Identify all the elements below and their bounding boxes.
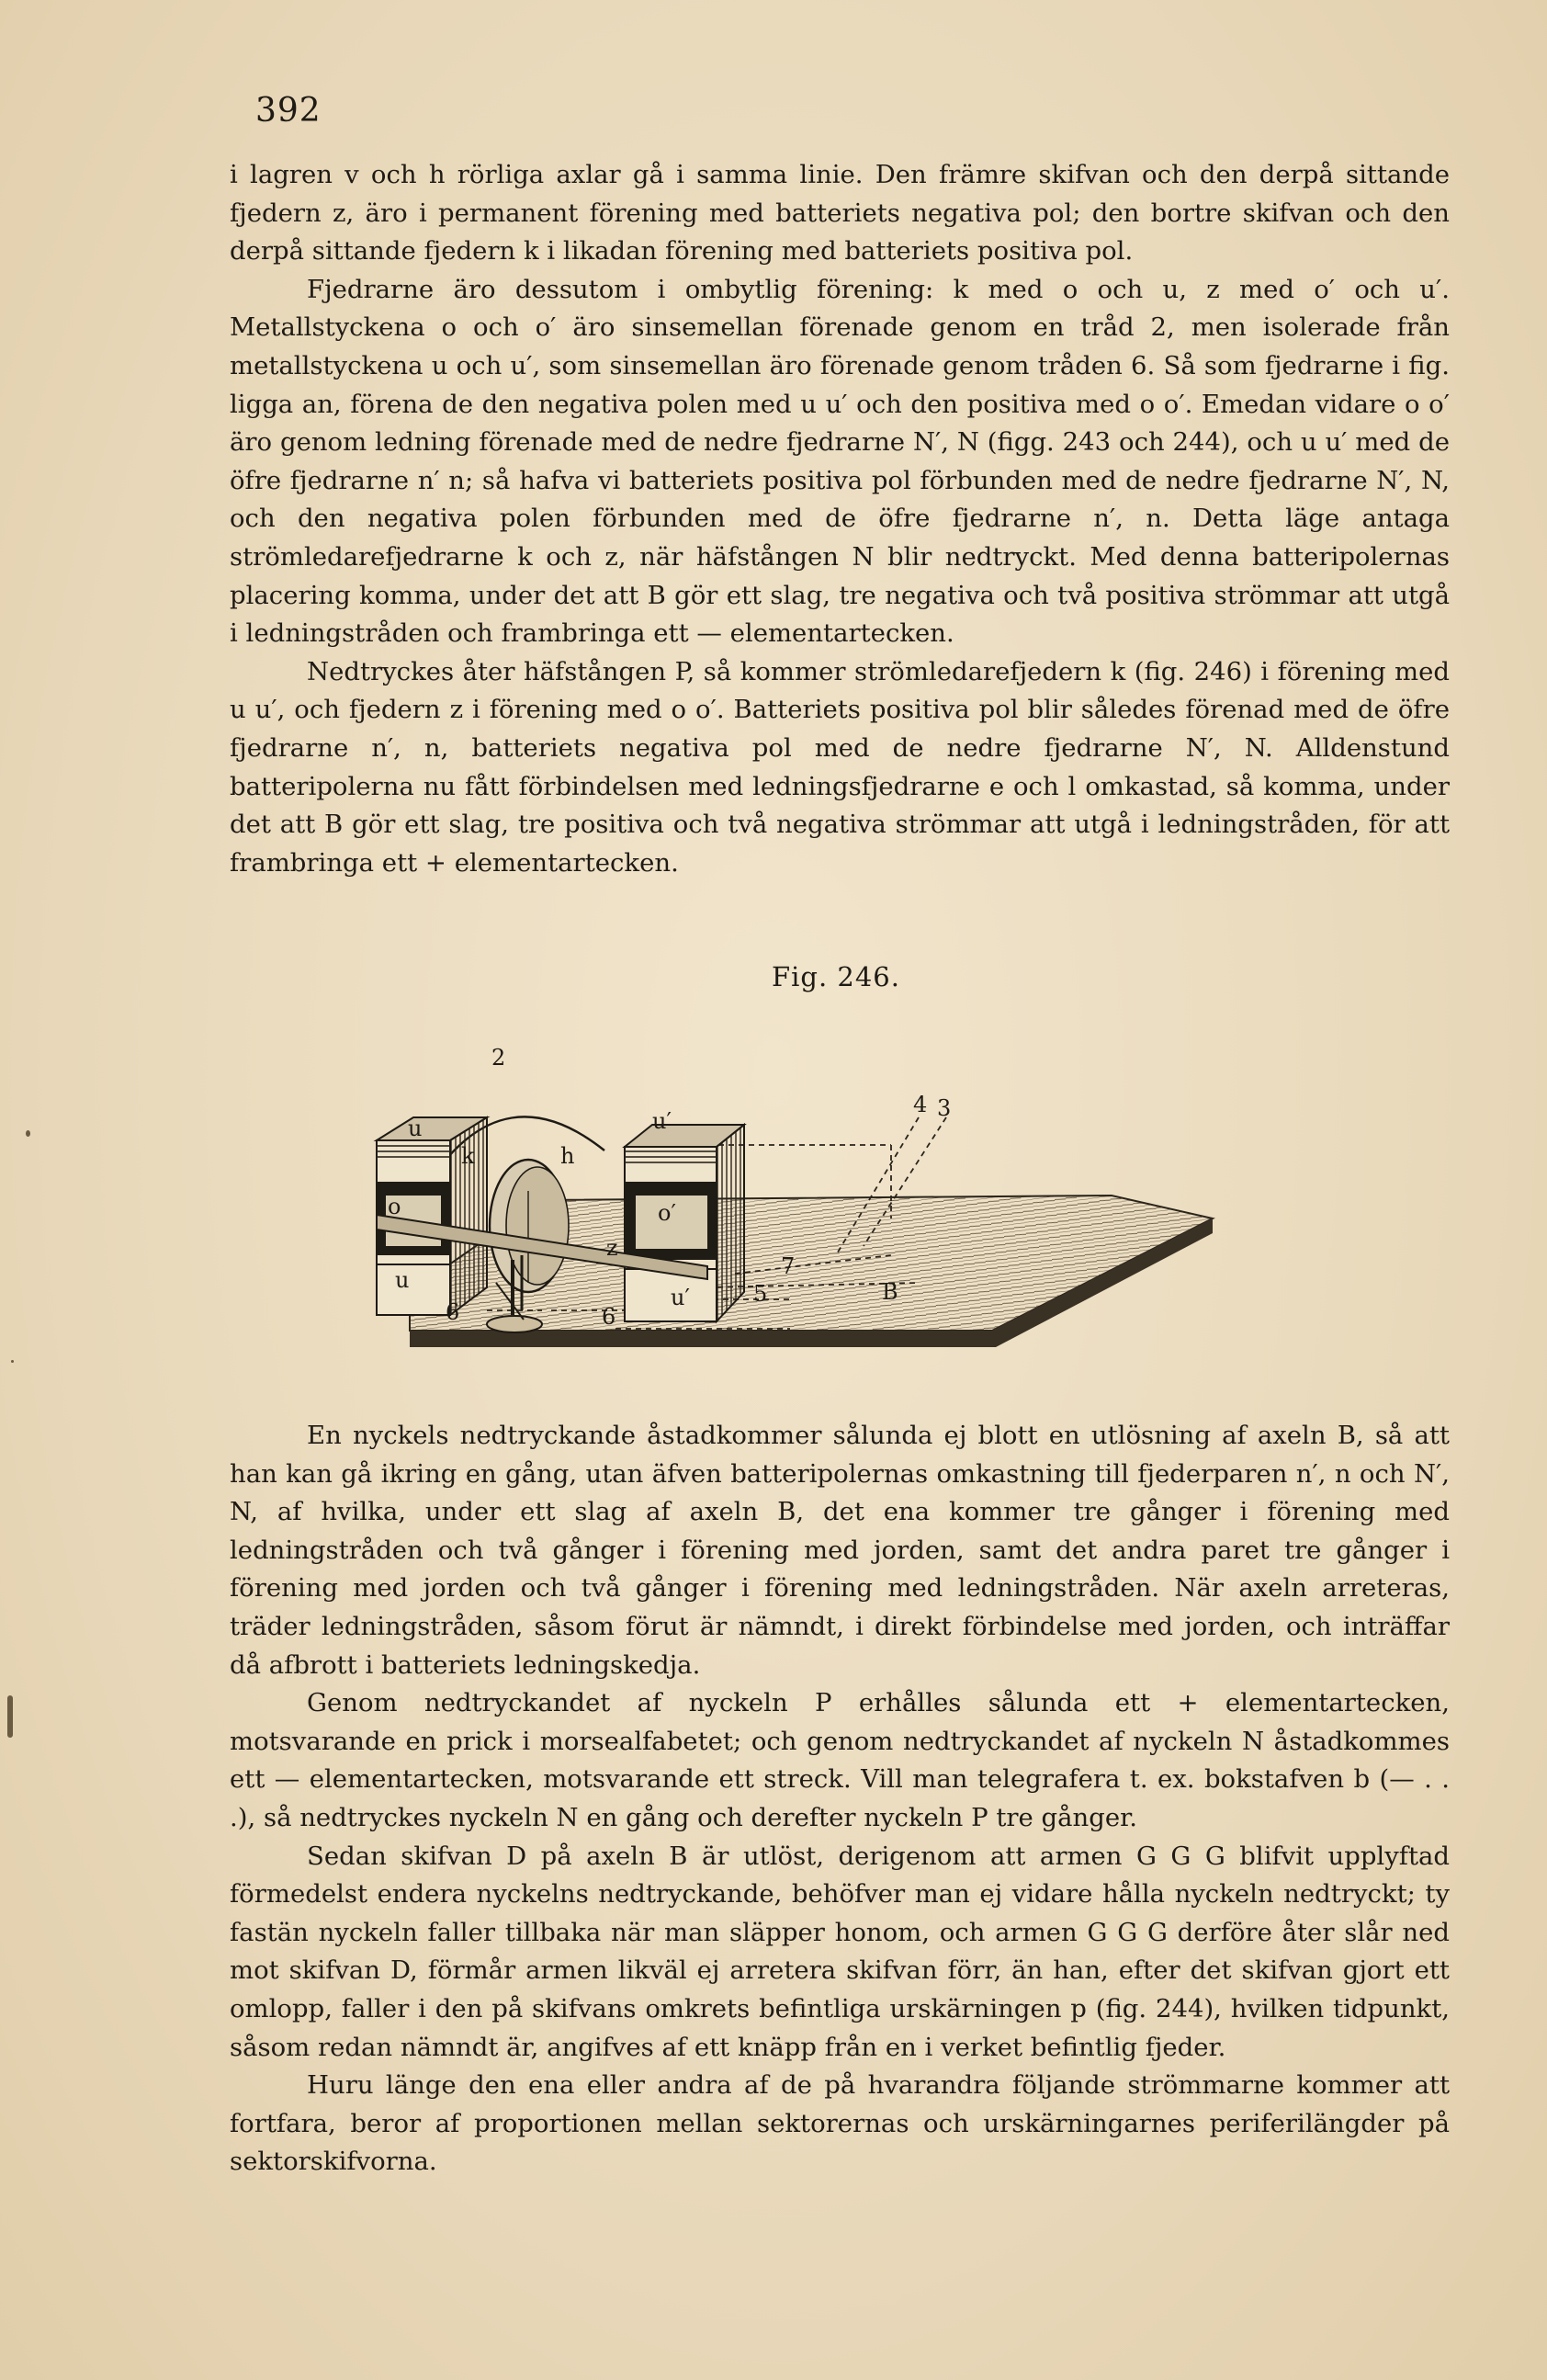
paper-speck <box>7 1695 13 1738</box>
label-block-right-mid: o′ <box>658 1200 676 1226</box>
label-wire-2: 2 <box>491 1045 506 1071</box>
label-3: 3 <box>937 1095 952 1121</box>
paragraph: Sedan skifvan D på axeln B är utlöst, derigenom att armen G G G blifvit upplyftad förmedelst endera nyckelns nedtryckande, behöfver man ej vidare hålla nyckeln nedtryckt; ty fastän nyckeln faller tillbaka när man släpper honom, och armen G G G derföre åter slår ned mot skifvan D, förmår armen likväl ej arretera skifvan förr, än han, efter det skifvan gjort ett omlopp, faller i den på skifvans omkrets befintliga urskärningen p (fig. 244), hvilken tidpunkt, såsom redan nämndt är, angifves af ett knäpp från en i verket befintlig fjeder. <box>230 1841 1450 2062</box>
paragraph: Genom nedtryckandet af nyckeln P erhålles sålunda ett + elementartecken, motsvarande en prick i morsealfabetet; och genom nedtryckandet af nyckeln N åstadkommes ett — elementartecken, motsvarande ett streck. Vill man telegrafera t. ex. bokstafven b (— . . .), så nedtryckes nyckeln N en gång och derefter nyckeln P tre gånger. <box>230 1688 1450 1832</box>
paragraph: En nyckels nedtryckande åstadkommer sålunda ej blott en utlösning af axeln B, så att han kan gå ikring en gång, utan äfven batteripolernas omkastning till fjederparen n′, n och N′, N, af hvilka, under ett slag af axeln B, det ena kommer tre gånger i förening med ledningstråden och två gånger i förening med jorden, samt det andra paret tre gånger i förening med jorden och två gånger i förening med ledningstråden. När axeln arreteras, träder ledningstråden, såsom förut är nämndt, i direkt förbindelse med jorden, och inträffar då afbrott i batteriets ledningskedja. <box>230 1421 1450 1680</box>
paragraph: Huru länge den ena eller andra af de på hvarandra följande strömmarne kommer att fortfara, beror af proportionen mellan sektorernas och urskärningarnes periferilängder på sektorskifvorna. <box>230 2070 1450 2177</box>
label-wire-6-left: 6 <box>446 1299 460 1325</box>
label-B: B <box>882 1279 898 1305</box>
paragraph: i lagren v och h rörliga axlar gå i samma linie. Den främre skifvan och den derpå sittande fjedern z, äro i permanent förening med batteriets negativa pol; den bortre skifvan och den derpå sittande fjedern k i likadan förening med batteriets positiva pol. <box>230 160 1450 266</box>
label-block-left-top: u <box>408 1116 423 1141</box>
text-block-bottom <box>230 1417 1450 2182</box>
paper-speck <box>11 1360 14 1363</box>
text-block-top <box>230 156 1450 882</box>
label-wire-5: 5 <box>753 1281 768 1307</box>
figure-caption: Fig. 246. <box>772 961 900 992</box>
rotating-disc <box>490 1160 569 1292</box>
label-block-left-mid: o <box>388 1194 401 1219</box>
label-spring-z: z <box>606 1235 618 1261</box>
label-wire-6-right: 6 <box>602 1304 616 1330</box>
paragraph: Nedtryckes åter häfstången P, så kommer strömledarefjedern k (fig. 246) i förening med u u′, och fjedern z i förening med o o′. Batteriets positiva pol blir således förenad med de öfre fjedrarne n′, n, batteriets negativa pol med de nedre fjedrarne N′, N. Alldenstund batteripolerna nu fått förbindelsen med ledningsfjedrarne e och l omkastad, så komma, under det att B gör ett slag, tre positiva och två negativa strömmar att utgå i ledningstråden, för att frambringa ett + elementartecken. <box>230 656 1450 878</box>
apparatus-illustration <box>388 1007 1213 1347</box>
label-spring-k: k <box>461 1143 475 1169</box>
paper-speck <box>26 1130 30 1137</box>
label-4: 4 <box>913 1092 928 1117</box>
label-block-left-bottom: u <box>395 1267 410 1293</box>
label-axle-h: h <box>560 1143 575 1169</box>
figure-246 <box>388 1007 1213 1347</box>
label-block-right-top: u′ <box>652 1108 672 1134</box>
label-block-right-bottom: u′ <box>671 1285 690 1310</box>
label-wire-7: 7 <box>781 1253 796 1279</box>
paragraph: Fjedrarne äro dessutom i ombytlig förening: k med o och u, z med o′ och u′. Metallstyckena o och o′ äro sinsemellan förenade genom en tråd 2, men isolerade från metallstyckena u och u′, som sinsemellan äro förenade genom tråden 6. Så som fjedrarne i fig. ligga an, förena de den negativa polen med u u′ och den positiva med o o′. Emedan vidare o o′ äro genom ledning förenade med de nedre fjedrarne N′, N (figg. 243 och 244), och u u′ med de öfre fjedrarne n′ n; så hafva vi batteriets positiva pol förbunden med de nedre fjedrarne N′, N, och den negativa polen förbunden med de öfre fjedrarne n′, n. Detta läge antaga strömledarefjedrarne k och z, när häfstången N blir nedtryckt. Med denna batteripolernas placering komma, under det att B gör ett slag, tre negativa och två positiva strömmar att utgå i ledningstråden och frambringa ett — elementartecken. <box>230 274 1450 649</box>
page-number: 392 <box>255 92 322 130</box>
